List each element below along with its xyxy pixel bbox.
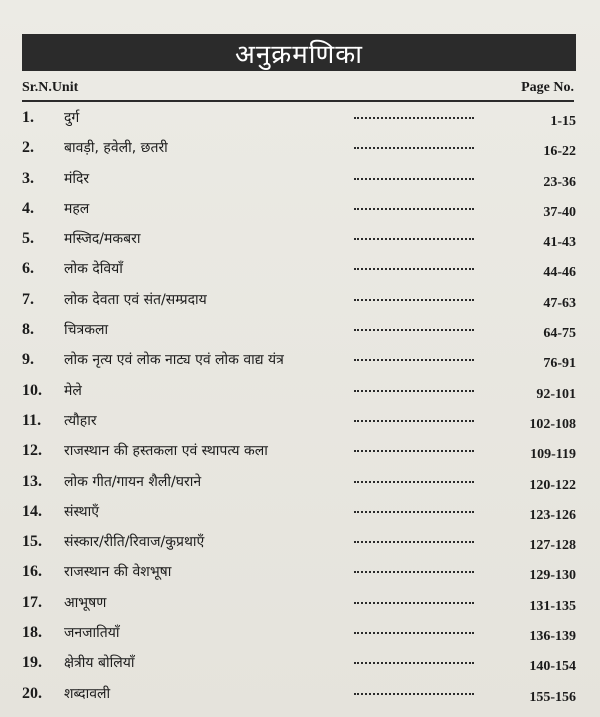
entry-pages: 47-63 xyxy=(543,295,576,311)
entry-pages: 23-36 xyxy=(543,174,576,190)
page-title: अनुक्रमणिका xyxy=(234,39,364,70)
list-item xyxy=(22,411,576,441)
entry-unit: शब्दावली xyxy=(64,685,111,702)
entry-unit: संस्कार/रीति/रिवाज/कुप्रथाएँ xyxy=(64,534,205,551)
entry-pages: 155-156 xyxy=(529,689,576,705)
entry-pages: 102-108 xyxy=(529,416,576,432)
entry-pages: 41-43 xyxy=(543,235,576,251)
list-item xyxy=(22,502,576,532)
dot-leader xyxy=(354,571,474,573)
dot-leader xyxy=(354,238,474,240)
entry-unit: लोक गीत/गायन शैली/घराने xyxy=(64,473,202,490)
entry-unit: आभूषण xyxy=(64,594,107,611)
entry-number: 5. xyxy=(22,230,34,248)
entry-number: 18. xyxy=(22,624,42,642)
entry-number: 1. xyxy=(22,109,34,126)
dot-leader xyxy=(354,329,474,331)
entry-unit: बावड़ी, हवेली, छतरी xyxy=(64,140,168,157)
dot-leader xyxy=(354,450,474,452)
list-item xyxy=(22,532,576,562)
entry-unit: चित्रकला xyxy=(64,322,109,339)
dot-leader xyxy=(354,208,474,210)
entry-unit: मस्जिद/मकबरा xyxy=(64,231,141,248)
dot-leader xyxy=(354,390,474,392)
dot-leader xyxy=(354,511,474,513)
entry-number: 11. xyxy=(22,411,42,429)
list-item xyxy=(22,138,576,168)
list-item xyxy=(22,653,576,683)
entry-number: 8. xyxy=(22,321,34,339)
entry-number: 13. xyxy=(22,472,42,490)
list-item xyxy=(22,350,576,380)
list-item xyxy=(22,593,576,623)
entry-unit: क्षेत्रीय बोलियाँ xyxy=(64,655,135,672)
entry-pages: 16-22 xyxy=(543,144,576,160)
entry-number: 4. xyxy=(22,199,34,217)
list-item xyxy=(22,199,576,229)
entry-pages: 44-46 xyxy=(543,265,576,281)
dot-leader xyxy=(354,359,474,361)
entry-number: 9. xyxy=(22,351,34,369)
entry-pages: 109-119 xyxy=(530,447,576,463)
list-item xyxy=(22,259,576,289)
entry-unit: लोक देवता एवं संत/सम्प्रदाय xyxy=(64,291,207,308)
entry-number: 20. xyxy=(22,684,42,702)
dot-leader xyxy=(354,147,474,149)
entry-pages: 131-135 xyxy=(529,598,576,614)
entry-unit: लोक नृत्य एवं लोक नाट्य एवं लोक वाद्य यंत्र xyxy=(64,352,284,369)
entry-pages: 92-101 xyxy=(536,386,576,402)
entry-unit: दुर्ग xyxy=(64,110,80,126)
entry-unit: महल xyxy=(64,200,90,217)
contents-list xyxy=(22,108,576,714)
entry-pages: 76-91 xyxy=(543,356,576,372)
header-serial-unit: Sr.N.Unit xyxy=(22,80,79,95)
header-page-no: Page No. xyxy=(521,80,574,95)
dot-leader xyxy=(354,299,474,301)
list-item xyxy=(22,320,576,350)
entry-pages: 136-139 xyxy=(529,629,576,645)
entry-number: 17. xyxy=(22,593,42,611)
entry-unit: त्यौहार xyxy=(64,412,97,429)
entry-unit: संस्थाएँ xyxy=(64,503,99,520)
table-header xyxy=(22,80,574,102)
entry-unit: मेले xyxy=(64,382,82,399)
dot-leader xyxy=(354,117,474,119)
list-item xyxy=(22,441,576,471)
entry-unit: लोक देवियाँ xyxy=(64,261,123,278)
entry-unit: जनजातियाँ xyxy=(64,625,120,642)
list-item xyxy=(22,229,576,259)
entry-number: 10. xyxy=(22,381,42,399)
entry-pages: 120-122 xyxy=(529,477,576,493)
entry-number: 19. xyxy=(22,654,42,672)
entry-number: 6. xyxy=(22,260,34,278)
entry-pages: 64-75 xyxy=(543,326,576,342)
entry-pages: 129-130 xyxy=(529,568,576,584)
dot-leader xyxy=(354,632,474,634)
entry-number: 12. xyxy=(22,442,42,460)
list-item xyxy=(22,108,576,138)
entry-number: 2. xyxy=(22,139,34,157)
entry-pages: 123-126 xyxy=(529,507,576,523)
dot-leader xyxy=(354,481,474,483)
entry-unit: राजस्थान की हस्तकला एवं स्थापत्य कला xyxy=(64,443,268,460)
dot-leader xyxy=(354,602,474,604)
list-item xyxy=(22,381,576,411)
entry-pages: 127-128 xyxy=(529,538,576,554)
entry-number: 15. xyxy=(22,533,42,551)
dot-leader xyxy=(354,662,474,664)
list-item xyxy=(22,623,576,653)
entry-number: 16. xyxy=(22,563,42,581)
list-item xyxy=(22,562,576,592)
dot-leader xyxy=(354,178,474,180)
dot-leader xyxy=(354,541,474,543)
dot-leader xyxy=(354,693,474,695)
entry-number: 14. xyxy=(22,502,42,520)
entry-pages: 1-15 xyxy=(550,114,576,129)
entry-unit: राजस्थान की वेशभूषा xyxy=(64,564,172,581)
dot-leader xyxy=(354,268,474,270)
entry-unit: मंदिर xyxy=(64,170,90,187)
entry-pages: 140-154 xyxy=(529,659,576,675)
list-item xyxy=(22,290,576,320)
list-item xyxy=(22,684,576,714)
entry-number: 7. xyxy=(22,290,34,308)
list-item xyxy=(22,472,576,502)
entry-number: 3. xyxy=(22,169,34,187)
dot-leader xyxy=(354,420,474,422)
list-item xyxy=(22,169,576,199)
title-banner xyxy=(22,34,576,71)
entry-pages: 37-40 xyxy=(543,204,576,220)
